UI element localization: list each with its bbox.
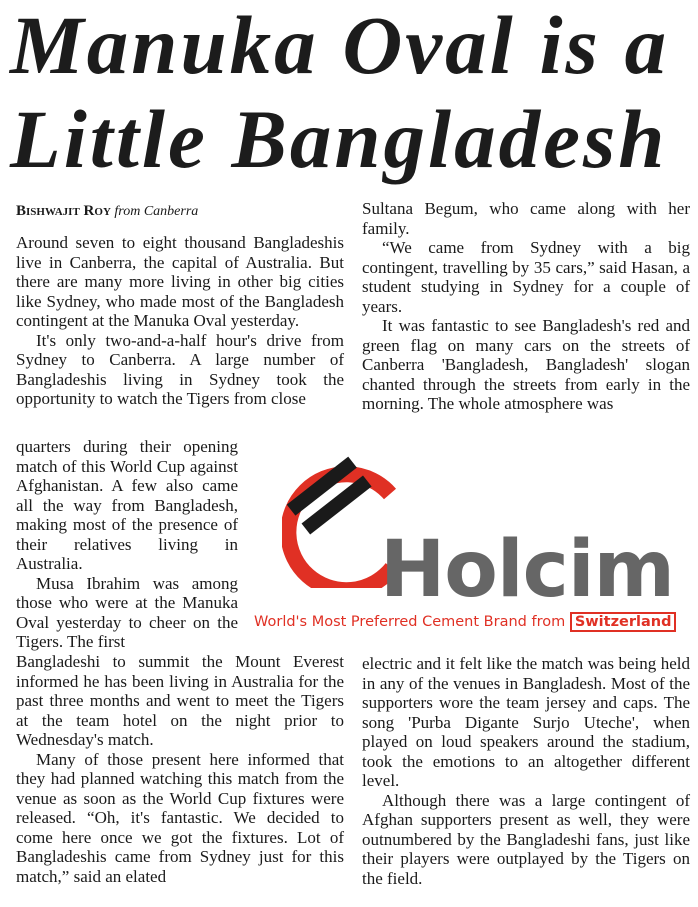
paragraph-3-start: Musa Ibrahim was among those who were at the Manuka Oval yesterday to cheer on the Tigers. The first (16, 573, 238, 651)
paragraph-6: “We came from Sydney with a big contingent, travelling by 35 cars,” said Hasan, a student studying in Sydney for a couple of years. (362, 238, 690, 316)
article-right-bottom (362, 654, 690, 888)
paragraph-7: It was fantastic to see Bangladesh's red and green flag on many cars on the streets of Canberra 'Bangladesh, Bangladesh' slogan chanted through the streets from early in the morning. The whole atmosphere was (362, 316, 690, 413)
ad-tagline (254, 614, 676, 630)
paragraph-5: Sultana Begum, who came along with her family. (362, 199, 690, 238)
paragraph-2-end: quarters during their opening match of this World Cup against Afghanistan. A few also came all the way from Bangladesh, making most of the presence of their relatives living in Australia. (16, 437, 238, 573)
byline-location: from Canberra (114, 204, 199, 219)
byline (16, 202, 346, 221)
paragraph-2-start: It's only two-and-a-half hour's drive from Sydney to Canberra. A large number of Bangladeshis living in Sydney took the opportunity to watch the Tigers from close (16, 330, 344, 408)
article-left-narrow (16, 437, 238, 652)
paragraph-4: Many of those present here informed that they had planned watching this match from the venue as soon as the World Cup fixtures were released. “Oh, it's fantastic. We decided to come here once we got the fixtures. Lot of Bangladeshis came from Sydney just for this match,” said an elated (16, 749, 344, 886)
headline-line-2: Little Bangladesh (10, 93, 668, 185)
ad-tagline-text: World's Most Preferred Cement Brand from (254, 614, 566, 630)
paragraph-8: electric and it felt like the match was being held in any of the venues in Bangladesh. Most of the supporters wore the team jersey and caps. The song 'Purba Digante Surjo Uteche', when played on loud speakers around the stadium, took the emotions to an altogether different level. (362, 654, 690, 790)
article-left-bottom (16, 652, 344, 886)
paragraph-9: Although there was a large contingent of Afghan supporters present as well, they were outnumbered by the Bangladeshi fans, just like their players were outplayed by the Tigers on the field. (362, 790, 690, 888)
headline (10, 0, 698, 186)
paragraph-1: Around seven to eight thousand Bangladeshis live in Canberra, the capital of Australia. But there are many more living in other big cities like Sydney, who made most of the Bangladesh contingent at the Manuka Oval yesterday. (16, 233, 344, 330)
article-left-top (16, 233, 344, 409)
holcim-advertisement[interactable] (240, 440, 698, 648)
byline-author: Bishwajit Roy (16, 203, 111, 219)
ad-brand-name: Holcim (380, 525, 674, 615)
headline-line-1: Manuka Oval is a (10, 0, 670, 91)
paragraph-3-end: Bangladeshi to summit the Mount Everest informed he has been living in Australia for the past three months and went to meet the Tigers at the team hotel on the night prior to Wednesday's match. (16, 652, 344, 749)
article-right-top (362, 199, 690, 414)
ad-country-badge: Switzerland (570, 612, 677, 632)
